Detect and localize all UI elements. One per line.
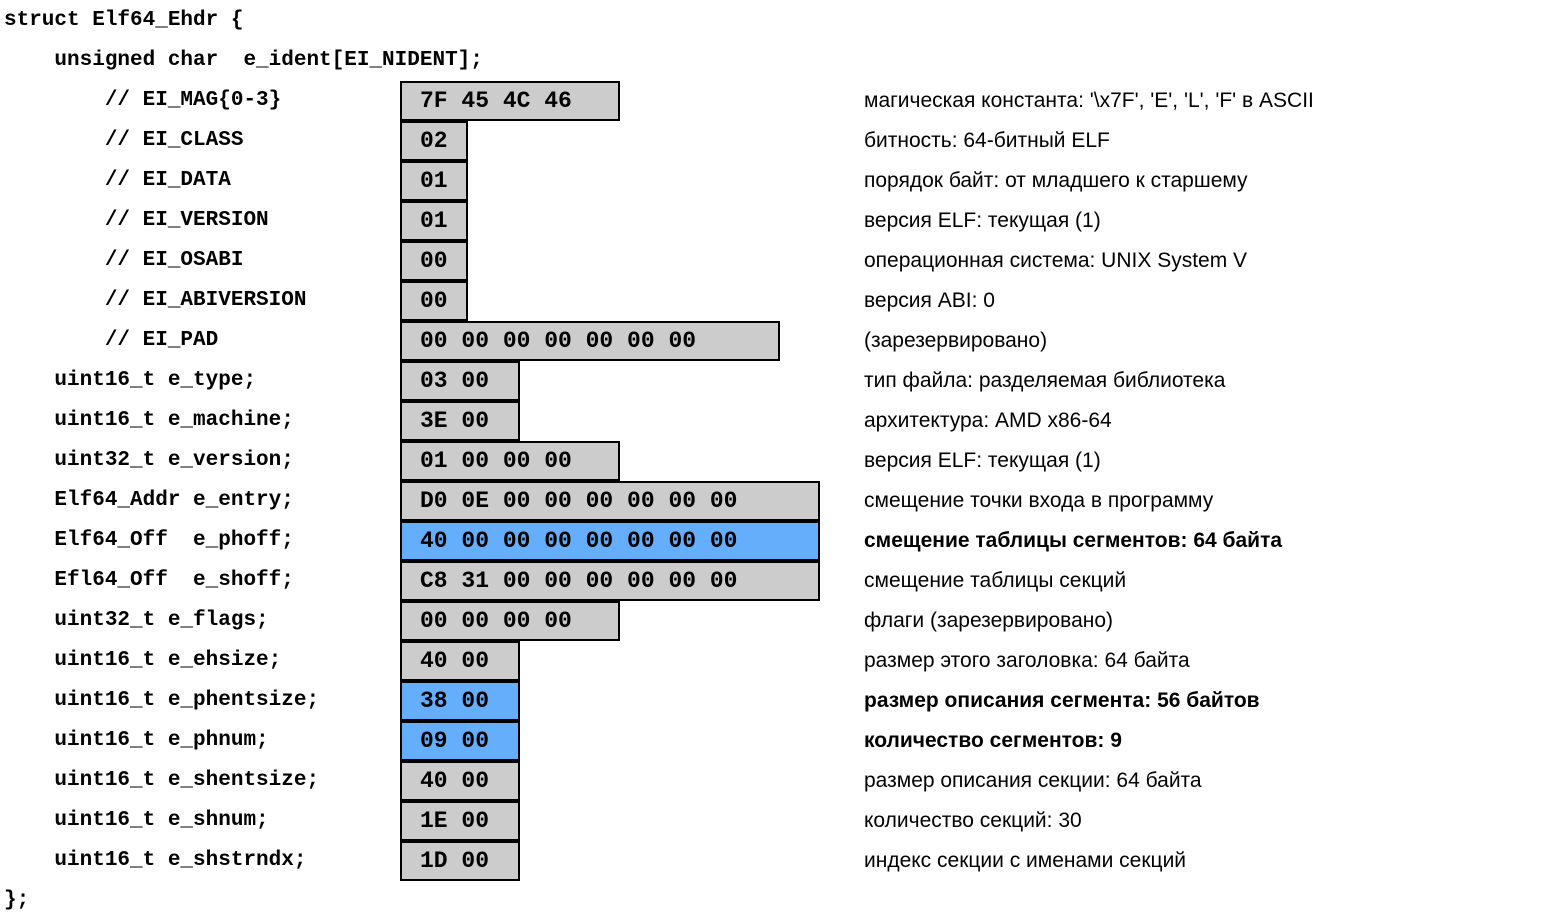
field-description: индекс секции с именами секций xyxy=(864,849,1187,872)
field-declaration: // EI_PAD xyxy=(4,329,219,352)
byte-box: 01 xyxy=(400,201,468,241)
byte-box: 7F 45 4C 46 xyxy=(400,81,620,121)
field-declaration: uint16_t e_phentsize; xyxy=(4,689,320,712)
byte-box: 40 00 xyxy=(400,641,520,681)
byte-box: C8 31 00 00 00 00 00 00 xyxy=(400,561,820,601)
byte-box: 00 xyxy=(400,281,468,321)
field-description: смещение таблицы секций xyxy=(864,569,1127,592)
field-description: размер этого заголовка: 64 байта xyxy=(864,649,1190,672)
byte-box: 01 xyxy=(400,161,468,201)
field-declaration: Elf64_Off e_phoff; xyxy=(4,529,294,552)
field-declaration: uint16_t e_type; xyxy=(4,369,257,392)
field-declaration: uint16_t e_ehsize; xyxy=(4,649,282,672)
field-declaration: uint32_t e_flags; xyxy=(4,609,269,632)
field-declaration: uint16_t e_shstrndx; xyxy=(4,849,307,872)
field-declaration: // EI_CLASS xyxy=(4,129,244,152)
byte-box: 03 00 xyxy=(400,361,520,401)
field-description: смещение точки входа в программу xyxy=(864,489,1214,512)
ident-declaration: unsigned char e_ident[EI_NIDENT]; xyxy=(4,49,483,72)
field-description: архитектура: AMD x86-64 xyxy=(864,409,1112,432)
field-description: операционная система: UNIX System V xyxy=(864,249,1248,272)
field-description: порядок байт: от младшего к старшему xyxy=(864,169,1248,192)
field-description: количество секций: 30 xyxy=(864,809,1082,832)
field-declaration: // EI_VERSION xyxy=(4,209,269,232)
field-description: смещение таблицы сегментов: 64 байта xyxy=(864,529,1283,552)
byte-box: D0 0E 00 00 00 00 00 00 xyxy=(400,481,820,521)
field-declaration: uint16_t e_machine; xyxy=(4,409,294,432)
field-description: версия ABI: 0 xyxy=(864,289,995,312)
byte-box: 3E 00 xyxy=(400,401,520,441)
byte-box: 00 00 00 00 00 00 00 xyxy=(400,321,780,361)
field-declaration: Elf64_Addr e_entry; xyxy=(4,489,294,512)
field-declaration: // EI_DATA xyxy=(4,169,231,192)
struct-close: }; xyxy=(4,889,30,912)
field-description: количество сегментов: 9 xyxy=(864,729,1122,752)
field-declaration: // EI_OSABI xyxy=(4,249,244,272)
byte-box: 00 xyxy=(400,241,468,281)
field-description: размер описания секции: 64 байта xyxy=(864,769,1202,792)
byte-box: 1E 00 xyxy=(400,801,520,841)
field-declaration: // EI_MAG{0-3} xyxy=(4,89,282,112)
byte-box-highlighted: 40 00 00 00 00 00 00 00 xyxy=(400,521,820,561)
byte-box-highlighted: 09 00 xyxy=(400,721,520,761)
field-description: флаги (зарезервировано) xyxy=(864,609,1114,632)
field-description: тип файла: разделяемая библиотека xyxy=(864,369,1226,392)
field-declaration: uint16_t e_shentsize; xyxy=(4,769,320,792)
field-description: версия ELF: текущая (1) xyxy=(864,449,1101,472)
byte-box: 01 00 00 00 xyxy=(400,441,620,481)
byte-box-highlighted: 38 00 xyxy=(400,681,520,721)
byte-box: 02 xyxy=(400,121,468,161)
field-description: версия ELF: текущая (1) xyxy=(864,209,1101,232)
field-declaration: uint16_t e_phnum; xyxy=(4,729,269,752)
field-declaration: uint32_t e_version; xyxy=(4,449,294,472)
field-description: размер описания сегмента: 56 байтов xyxy=(864,689,1260,712)
field-description: (зарезервировано) xyxy=(864,329,1048,352)
byte-box: 00 00 00 00 xyxy=(400,601,620,641)
byte-box: 40 00 xyxy=(400,761,520,801)
byte-box: 1D 00 xyxy=(400,841,520,881)
field-declaration: Efl64_Off e_shoff; xyxy=(4,569,294,592)
field-description: битность: 64-битный ELF xyxy=(864,129,1110,152)
struct-open: struct Elf64_Ehdr { xyxy=(4,9,244,32)
field-declaration: uint16_t e_shnum; xyxy=(4,809,269,832)
field-declaration: // EI_ABIVERSION xyxy=(4,289,307,312)
field-description: магическая константа: '\x7F', 'E', 'L', 'F' в ASCII xyxy=(864,89,1314,112)
